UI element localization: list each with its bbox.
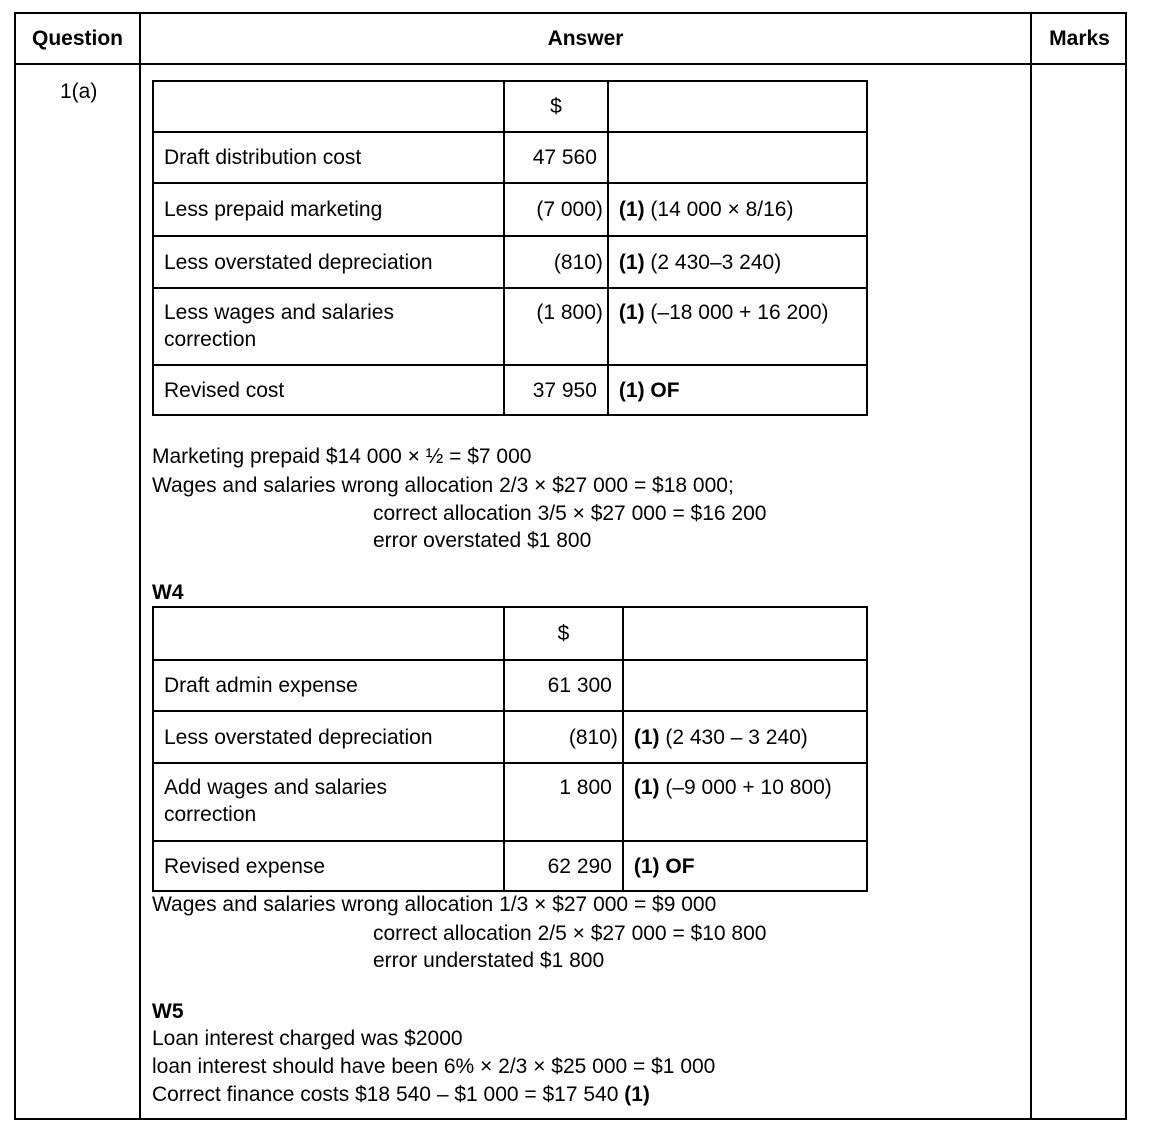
- row-amount: 37 950: [504, 365, 608, 415]
- working-heading-w4: W4: [152, 581, 184, 604]
- note-text: (–18 000 + 16 200): [644, 301, 829, 324]
- note-line: error overstated $1 800: [373, 529, 592, 552]
- row-note: [608, 236, 867, 288]
- note-line: Marketing prepaid $14 000 × ½ = $7 000: [152, 445, 532, 468]
- row-label: Less prepaid marketing: [153, 183, 504, 236]
- header-blank: [623, 607, 867, 660]
- row-label: Revised cost: [153, 365, 504, 415]
- mark-award: (1): [624, 1083, 650, 1106]
- header-question: Question: [31, 27, 123, 50]
- column-divider: [1030, 14, 1032, 1118]
- note-text: (2 430–3 240): [644, 250, 782, 274]
- row-amount: 61 300: [504, 660, 623, 711]
- row-note: [623, 763, 867, 841]
- note-line: Wages and salaries wrong allocation 1/3 × $27 000 = $9 000: [152, 893, 717, 916]
- row-amount: (810): [504, 711, 623, 763]
- w5-line: Loan interest charged was $2000: [152, 1027, 463, 1050]
- row-amount: (1 800): [504, 288, 608, 365]
- row-note: [623, 660, 867, 711]
- header-blank: [153, 607, 504, 660]
- row-label: Less overstated depreciation: [153, 236, 504, 288]
- header-blank: [608, 81, 867, 132]
- mark-award: (1): [618, 198, 645, 221]
- currency-header: $: [504, 81, 608, 132]
- header-answer: Answer: [547, 27, 624, 50]
- row-note: [608, 183, 867, 236]
- row-amount: (810): [504, 236, 608, 288]
- row-note: [623, 711, 867, 763]
- note-text: (14 000 × 8/16): [644, 198, 794, 221]
- admin-expense-table: [152, 606, 868, 892]
- mark-award: (1): [633, 725, 660, 749]
- question-number: 1(a): [60, 80, 98, 103]
- note-line: correct allocation 3/5 × $27 000 = $16 200: [373, 502, 767, 525]
- header-blank: [153, 81, 504, 132]
- mark-award: (1) OF: [608, 365, 867, 415]
- row-note: [608, 132, 867, 183]
- mark-award: (1): [618, 301, 645, 324]
- row-label: Draft admin expense: [153, 660, 504, 711]
- note-text: (–9 000 + 10 800): [659, 776, 832, 799]
- mark-award: (1): [633, 776, 660, 799]
- currency-header: $: [504, 607, 623, 660]
- row-label: Less overstated depreciation: [153, 711, 504, 763]
- note-text: (2 430 – 3 240): [659, 725, 808, 749]
- row-note: [608, 288, 867, 365]
- distribution-cost-table: [152, 80, 868, 416]
- row-label: Add wages and salaries correction: [153, 763, 504, 841]
- w5-line: loan interest should have been 6% × 2/3 × $25 000 = $1 000: [152, 1055, 716, 1078]
- row-amount: (7 000): [504, 183, 608, 236]
- note-line: correct allocation 2/5 × $27 000 = $10 800: [373, 922, 767, 945]
- row-amount: 62 290: [504, 841, 623, 891]
- w5-text: Correct finance costs $18 540 – $1 000 = $17 540: [152, 1083, 625, 1106]
- row-amount: 1 800: [504, 763, 623, 841]
- working-heading-w5: W5: [152, 1000, 184, 1023]
- header-marks: Marks: [1049, 27, 1110, 50]
- mark-award: (1): [618, 250, 645, 274]
- row-label: Draft distribution cost: [153, 132, 504, 183]
- w5-line: [152, 1081, 650, 1109]
- note-line: Wages and salaries wrong allocation 2/3 × $27 000 = $18 000;: [152, 474, 734, 497]
- row-amount: 47 560: [504, 132, 608, 183]
- column-divider: [139, 14, 141, 1118]
- mark-award: (1) OF: [623, 841, 867, 891]
- row-label: Revised expense: [153, 841, 504, 891]
- row-label: Less wages and salaries correction: [153, 288, 504, 365]
- note-line: error understated $1 800: [373, 949, 605, 972]
